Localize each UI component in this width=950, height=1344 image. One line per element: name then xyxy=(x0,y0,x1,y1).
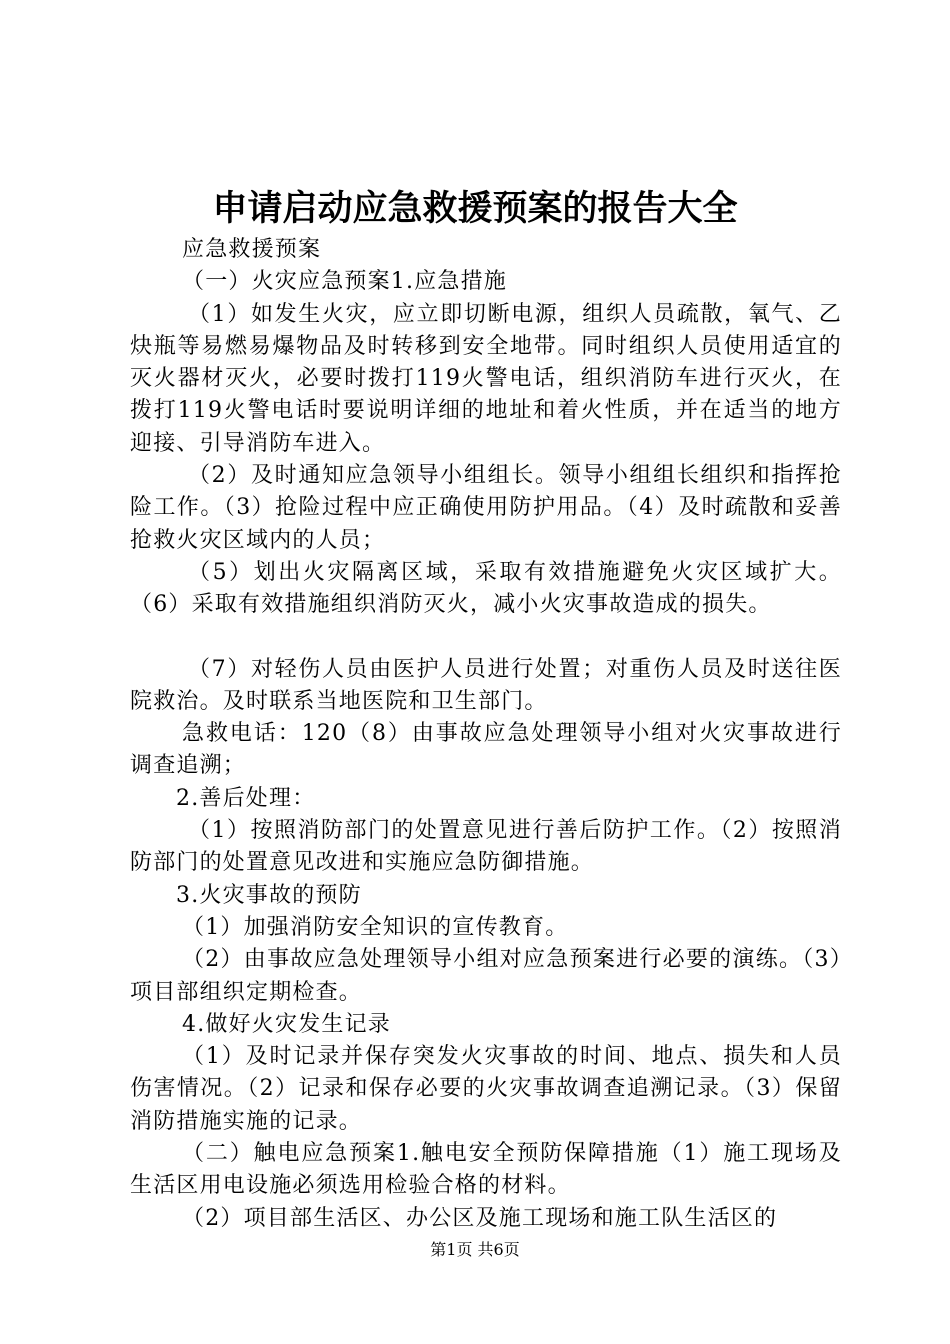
paragraph: （1）按照消防部门的处置意见进行善后防护工作。（2）按照消防部门的处置意见改进和实施应急防御措施。 xyxy=(130,818,842,876)
paragraph-subheading: 2.善后处理： xyxy=(176,785,316,811)
document-title: 申请启动应急救援预案的报告大全 xyxy=(212,189,738,229)
paragraph: （1）如发生火灾，应立即切断电源，组织人员疏散，氧气、乙炔瓶等易燃易爆物品及时转移到安全地带。同时组织人员使用适宜的灭火器材灭火，必要时拨打119火警电话，组织消防车进行灭火，在拨打119火警电话时要说明详细的地址和着火性质，并在适当的地方迎接、引导消防车进入。 xyxy=(130,301,842,456)
paragraph: （1）及时记录并保存突发火灾事故的时间、地点、损失和人员伤害情况。（2）记录和保存必要的火灾事故调查追溯记录。（3）保留消防措施实施的记录。 xyxy=(130,1044,842,1134)
paragraph: （2）由事故应急处理领导小组对应急预案进行必要的演练。（3）项目部组织定期检查。 xyxy=(130,947,842,1005)
document-body xyxy=(130,234,842,1235)
paragraph: （2）项目部生活区、办公区及施工现场和施工队生活区的 xyxy=(182,1205,778,1231)
paragraph-subheading: 3.火灾事故的预防 xyxy=(176,882,362,908)
paragraph: （5）划出火灾隔离区域，采取有效措施避免火灾区域扩大。（6）采取有效措施组织消防灭火，减小火灾事故造成的损失。 xyxy=(130,559,842,618)
paragraph-heading-plan: 应急救援预案 xyxy=(182,237,322,262)
page-number-footer: 第1页 共6页 xyxy=(430,1240,520,1259)
paragraph: （1）加强消防安全知识的宣传教育。 xyxy=(182,914,569,940)
paragraph: （2）及时通知应急领导小组组长。领导小组组长组织和指挥抢险工作。（3）抢险过程中应正确使用防护用品。（4）及时疏散和妥善抢救火灾区域内的人员； xyxy=(130,463,842,553)
paragraph-spacer xyxy=(130,622,842,654)
paragraph-section-fire: （一）火灾应急预案1.应急措施 xyxy=(182,269,507,295)
paragraph-emergency-phone: 急救电话：120（8）由事故应急处理领导小组对火灾事故进行调查追溯； xyxy=(130,721,842,779)
paragraph-subheading: 4.做好火灾发生记录 xyxy=(182,1011,391,1037)
paragraph: （7）对轻伤人员由医护人员进行处置；对重伤人员及时送往医院救治。及时联系当地医院和卫生部门。 xyxy=(130,656,842,714)
paragraph-section-electric: （二）触电应急预案1.触电安全预防保障措施（1）施工现场及生活区用电设施必须选用检验合格的材料。 xyxy=(130,1141,842,1199)
